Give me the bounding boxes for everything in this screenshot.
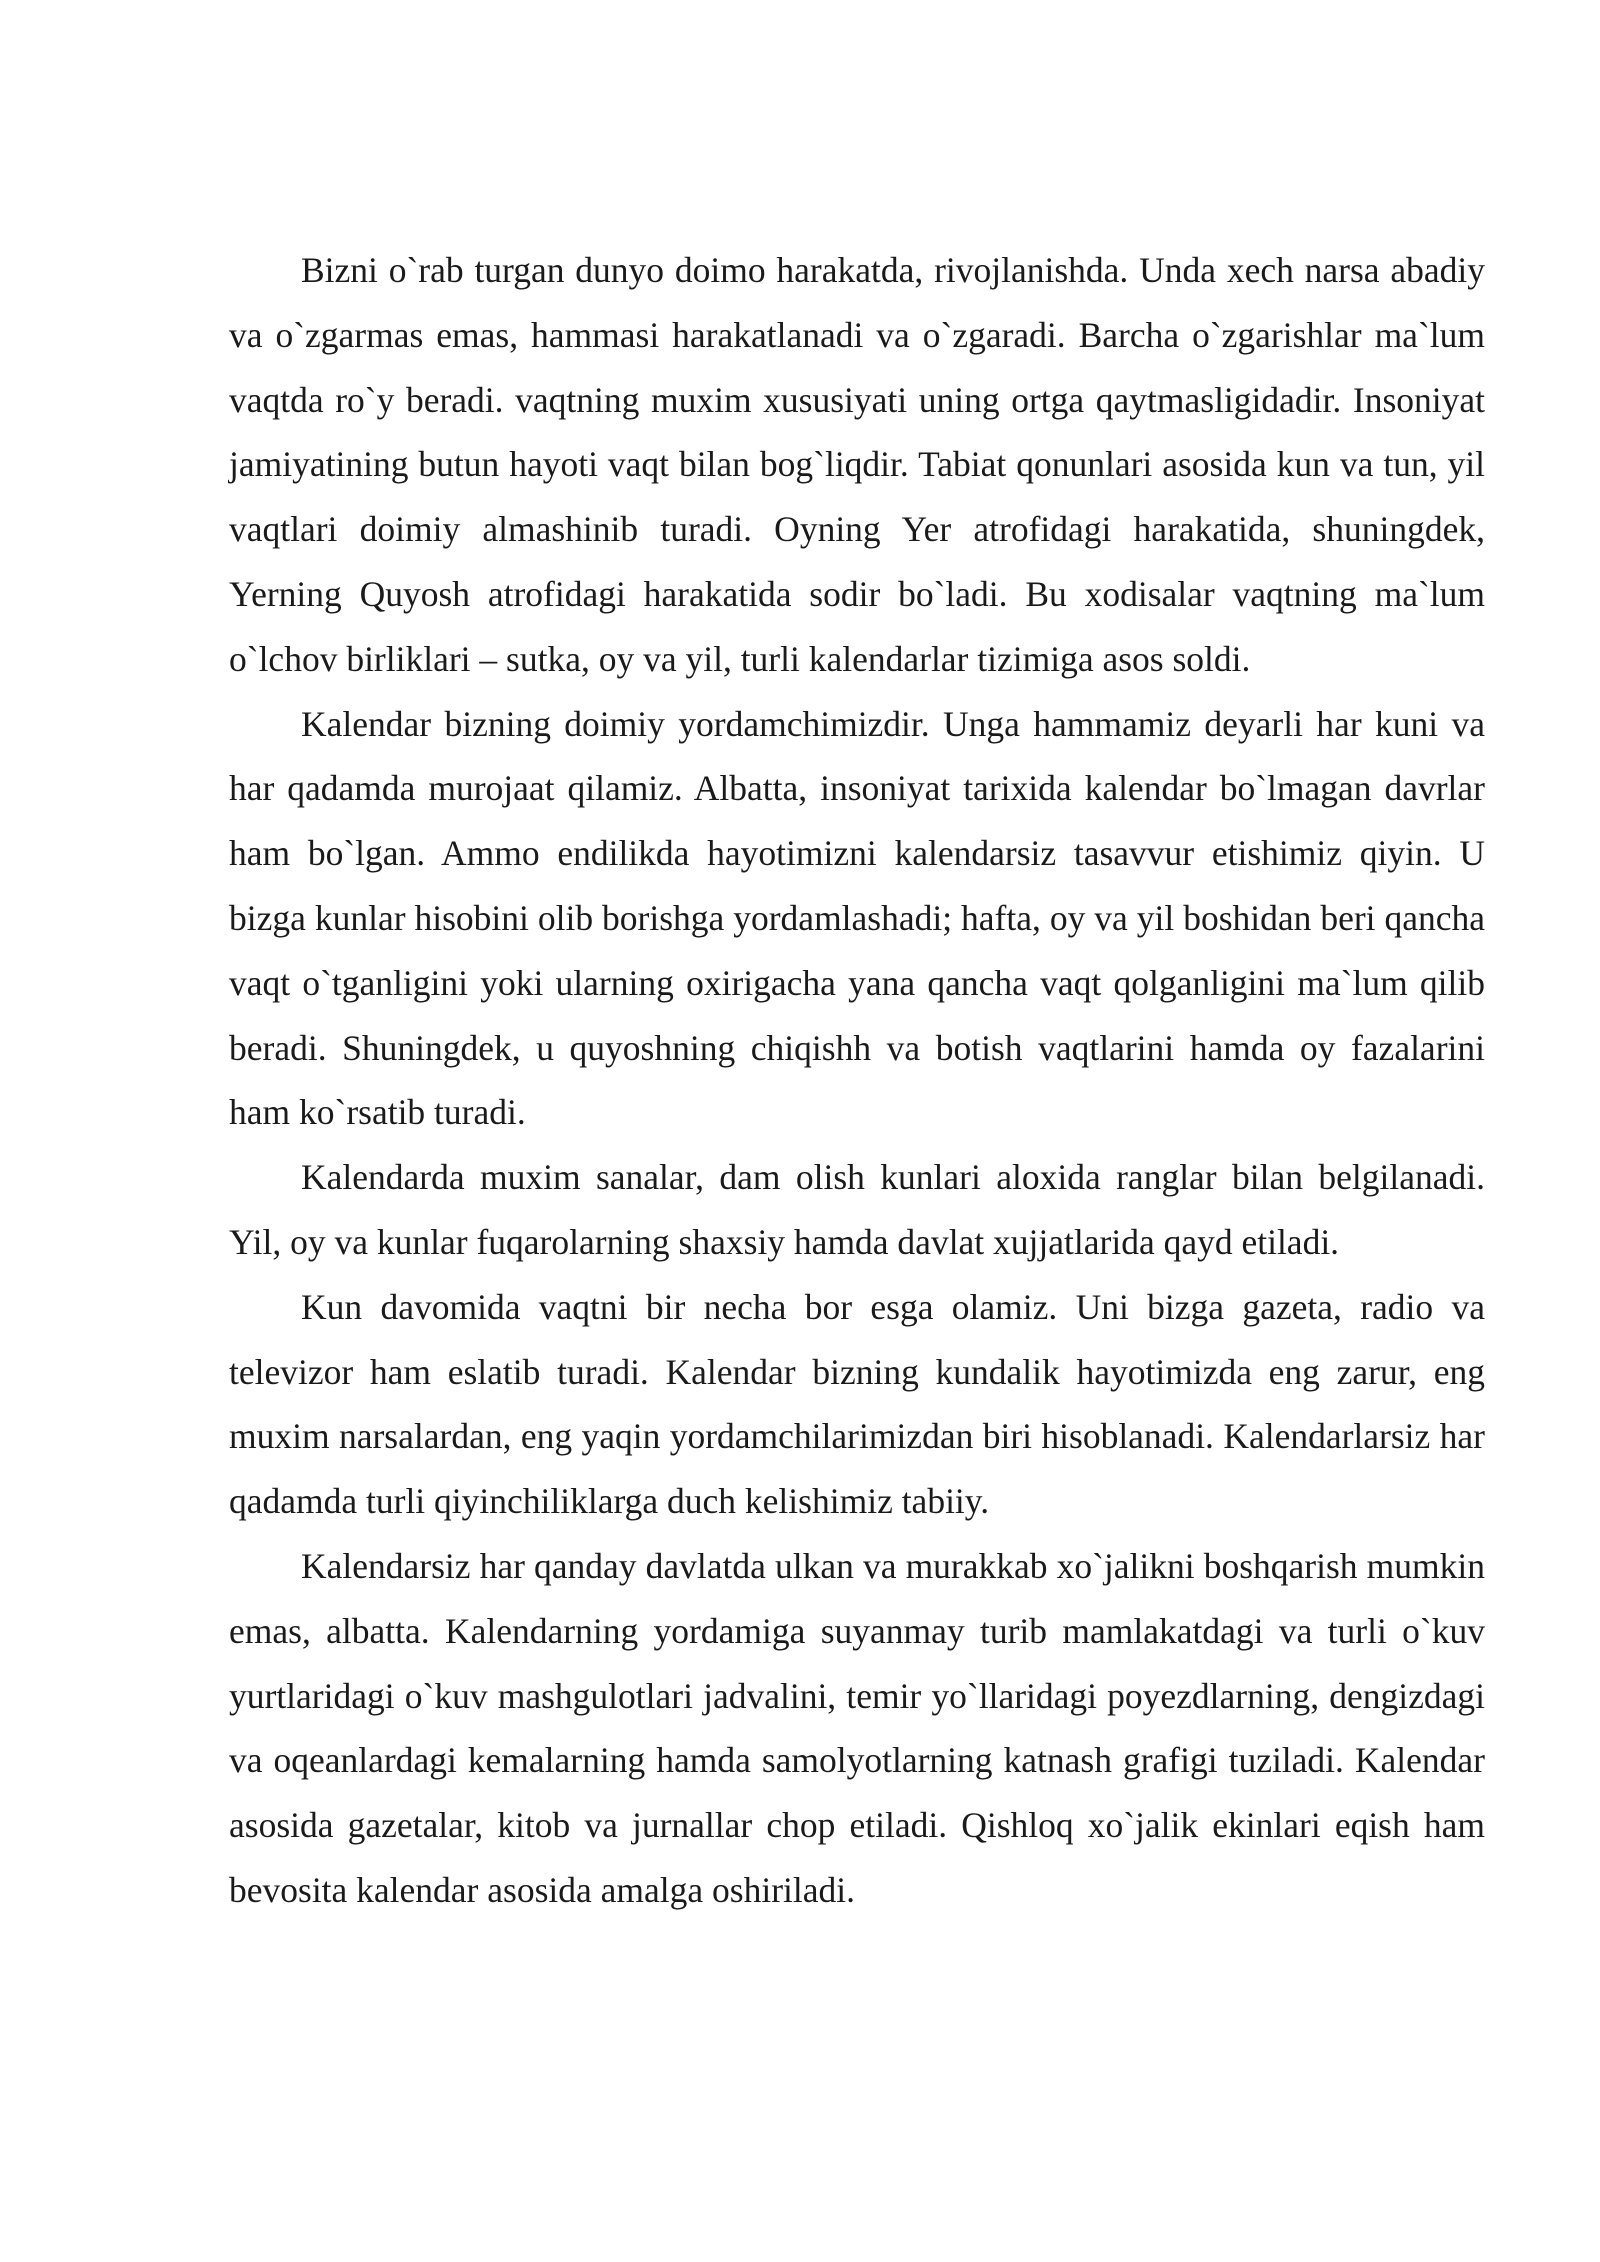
- paragraph-3: Kalendarda muxim sanalar, dam olish kunlari aloxida ranglar bilan belgilanadi. Yil, oy va kunlar fuqarolarning shaxsiy hamda davlat xujjatlarida qayd etiladi.: [229, 1157, 1485, 1262]
- document-body: [229, 238, 1485, 1923]
- paragraph-4: Kun davomida vaqtni bir necha bor esga olamiz. Uni bizga gazeta, radio va televizor ham eslatib turadi. Kalendar bizning kundalik hayotimizda eng zarur, eng muxim narsalardan, eng yaqin yordamchilarimizdan biri hisoblanadi. Kalendarlarsiz har qadamda turli qiyinchiliklarga duch kelishimiz tabiiy.: [229, 1286, 1485, 1522]
- paragraph-2: Kalendar bizning doimiy yordamchimizdir. Unga hammamiz deyarli har kuni va har qadamda murojaat qilamiz. Albatta, insoniyat tarixida kalendar bo`lmagan davrlar ham bo`lgan. Ammo endilikda hayotimizni kalendarsiz tasavvur etishimiz qiyin. U bizga kunlar hisobini olib borishga yordamlashadi; hafta, oy va yil boshidan beri qancha vaqt o`tganligini yoki ularning oxirigacha yana qancha vaqt qolganligini ma`lum qilib beradi. Shuningdek, u quyoshning chiqishh va botish vaqtlarini hamda oy fazalarini ham ko`rsatib turadi.: [229, 703, 1485, 1133]
- paragraph-5: Kalendarsiz har qanday davlatda ulkan va murakkab xo`jalikni boshqarish mumkin emas, albatta. Kalendarning yordamiga suyanmay turib mamlakatdagi va turli o`kuv yurtlaridagi o`kuv mashgulotlari jadvalini, temir yo`llaridagi poyezdlarning, dengizdagi va oqeanlardagi kemalarning hamda samolyotlarning katnash grafigi tuziladi. Kalendar asosida gazetalar, kitob va jurnallar chop etiladi. Qishloq xo`jalik ekinlari eqish ham bevosita kalendar asosida amalga oshiriladi.: [229, 1545, 1485, 1910]
- paragraph-1: Bizni o`rab turgan dunyo doimo harakatda, rivojlanishda. Unda xech narsa abadiy va o`zgarmas emas, hammasi harakatlanadi va o`zgaradi. Barcha o`zgarishlar ma`lum vaqtda ro`y beradi. vaqtning muxim xususiyati uning ortga qaytmasligidadir. Insoniyat jamiyatining butun hayoti vaqt bilan bog`liqdir. Tabiat qonunlari asosida kun va tun, yil vaqtlari doimiy almashinib turadi. Oyning Yer atrofidagi harakatida, shuningdek, Yerning Quyosh atrofidagi harakatida sodir bo`ladi. Bu xodisalar vaqtning ma`lum o`lchov birliklari – sutka, oy va yil, turli kalendarlar tizimiga asos soldi.: [229, 250, 1485, 679]
